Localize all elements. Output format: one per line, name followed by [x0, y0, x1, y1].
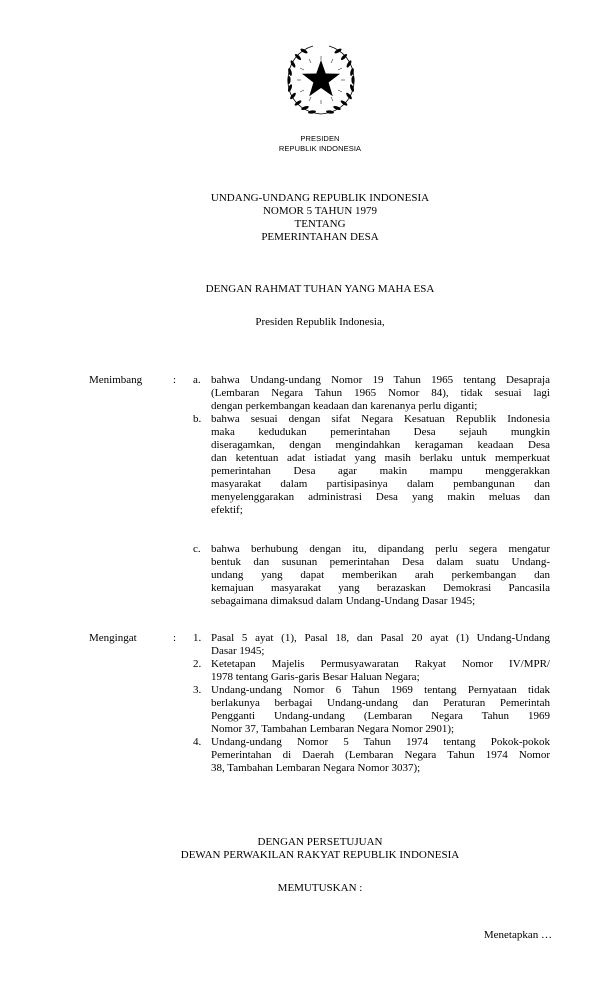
- header-republic: REPUBLIK INDONESIA: [278, 144, 362, 153]
- decision-heading: MEMUTUSKAN :: [277, 882, 363, 894]
- item-text: [211, 413, 550, 517]
- text-line: berlakunya berbagai Undang-undang dan Peraturan Pemerintah: [211, 697, 550, 709]
- menimbang-colon: :: [173, 374, 177, 386]
- item-text: [211, 374, 550, 413]
- text-line: efektif;: [211, 504, 243, 516]
- approval-heading: DENGAN PERSETUJUAN: [257, 836, 383, 848]
- text-line: kemajuan masyarakat yang berazaskan Demokrasi Pancasila: [211, 582, 550, 594]
- law-subject: PEMERINTAHAN DESA: [261, 231, 379, 243]
- text-line: Pemerintahan di Daerah (Lembaran Negara Tahun 1974 Nomor: [211, 749, 550, 761]
- text-line: masyarakat dalam partisipasinya dalam pembangunan dan: [211, 478, 550, 490]
- item-text: [211, 632, 550, 658]
- header-president: PRESIDEN: [300, 134, 340, 143]
- text-line: bahwa Undang-undang Nomor 19 Tahun 1965 tentang Desapraja: [211, 374, 550, 386]
- text-line: pemerintahan Desa agar makin mampu menggerakkan: [211, 465, 550, 477]
- item-text: [211, 684, 550, 736]
- garuda-star-emblem-icon: [281, 40, 361, 120]
- law-number: NOMOR 5 TAHUN 1979: [262, 205, 378, 217]
- item-marker: 4.: [193, 736, 202, 748]
- text-line: 38, Tambahan Lembaran Negara Nomor 3037);: [211, 762, 421, 774]
- text-line: dengan perkembangan keadaan dan karenanya perlu diganti;: [211, 400, 478, 412]
- item-marker: 2.: [193, 658, 202, 670]
- law-title: UNDANG-UNDANG REPUBLIK INDONESIA: [210, 192, 430, 204]
- text-line: bentuk dan susunan pemerintahan Desa dalam suatu Undang-: [211, 556, 550, 568]
- item-marker: b.: [193, 413, 202, 425]
- item-marker: 3.: [193, 684, 202, 696]
- preamble-president: Presiden Republik Indonesia,: [255, 316, 385, 328]
- text-line: Pengganti Undang-undang (Lembaran Negara Tahun 1969: [211, 710, 550, 722]
- text-line: maka kedudukan pemerintahan Desa sejauh mungkin: [211, 426, 550, 438]
- text-line: (Lembaran Negara Tahun 1965 Nomor 84), tidak sesuai lagi: [211, 387, 550, 399]
- text-line: Ketetapan Majelis Permusyawaratan Rakyat Nomor IV/MPR/: [211, 658, 550, 670]
- text-line: sebagaimana dimaksud dalam Undang-Undang Dasar 1945;: [211, 595, 476, 607]
- item-marker: a.: [193, 374, 201, 386]
- item-text: [211, 658, 550, 684]
- text-line: menyelenggarakan administrasi Desa yang makin meluas dan: [211, 491, 550, 503]
- text-line: 1978 tentang Garis-garis Besar Haluan Negara;: [211, 671, 420, 683]
- text-line: Pasal 5 ayat (1), Pasal 18, dan Pasal 20 ayat (1) Undang-Undang: [211, 632, 550, 644]
- text-line: bahwa berhubung dengan itu, dipandang perlu segera mengatur: [211, 543, 550, 555]
- text-line: diseragamkan, dengan mengindahkan keragaman keadaan Desa: [211, 439, 550, 451]
- item-marker: 1.: [193, 632, 202, 644]
- approval-council: DEWAN PERWAKILAN RAKYAT REPUBLIK INDONESIA: [180, 849, 460, 861]
- menimbang-label: Menimbang: [89, 374, 143, 386]
- text-line: Dasar 1945;: [211, 645, 265, 657]
- text-line: dan ketentuan adat istiadat yang masih berlaku untuk memperkuat: [211, 452, 550, 464]
- item-text: [211, 736, 550, 775]
- mengingat-colon: :: [173, 632, 177, 644]
- text-line: bahwa sesuai dengan sifat Negara Kesatuan Republik Indonesia: [211, 413, 550, 425]
- text-line: Nomor 37, Tambahan Lembaran Negara Nomor 2901);: [211, 723, 455, 735]
- text-line: Undang-undang Nomor 6 Tahun 1969 tentang Pernyataan tidak: [211, 684, 550, 696]
- text-line: Undang-undang Nomor 5 Tahun 1974 tentang Pokok-pokok: [211, 736, 550, 748]
- mengingat-label: Mengingat: [89, 632, 137, 644]
- item-text: [211, 543, 550, 608]
- preamble-divine: DENGAN RAHMAT TUHAN YANG MAHA ESA: [205, 283, 435, 295]
- item-marker: c.: [193, 543, 201, 555]
- law-about: TENTANG: [294, 218, 346, 230]
- page-continuation: Menetapkan …: [483, 929, 552, 941]
- text-line: undang yang dapat memberikan arah perkembangan dan: [211, 569, 550, 581]
